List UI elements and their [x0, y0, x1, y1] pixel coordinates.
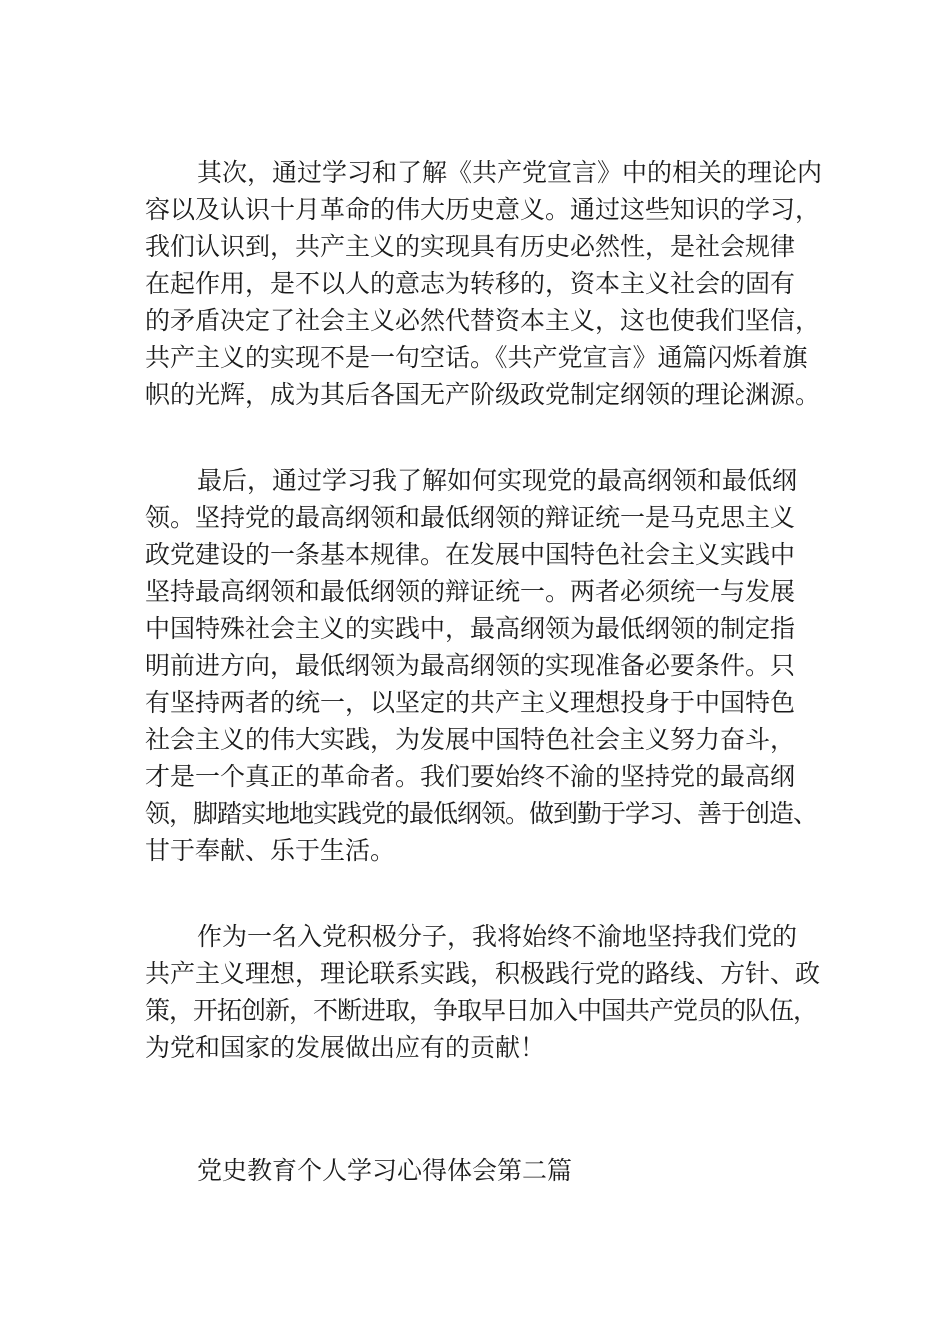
paragraph-line: 最后，通过学习我了解如何实现党的最高纲领和最低纲 [197, 466, 798, 495]
paragraph-line: 的矛盾决定了社会主义必然代替资本主义，这也使我们坚信， [145, 306, 821, 335]
paragraph-line: 领。坚持党的最高纲领和最低纲领的辩证统一是马克思主义 [145, 503, 796, 532]
paragraph-line: 中国特殊社会主义的实践中，最高纲领为最低纲领的制定指 [145, 614, 796, 643]
paragraph-line: 策，开拓创新，不断进取，争取早日加入中国共产党员的队伍， [145, 996, 818, 1025]
paragraph-line: 才是一个真正的革命者。我们要始终不渝的坚持党的最高纲 [145, 762, 796, 791]
paragraph-line: 坚持最高纲领和最低纲领的辩证统一。两者必须统一与发展 [145, 577, 796, 606]
paragraph-line: 领，脚踏实地地实践党的最低纲领。做到勤于学习、善于创造、 [145, 799, 818, 828]
paragraph-line: 共产主义的实现不是一句空话。《共产党宣言》通篇闪烁着旗 [145, 343, 808, 372]
paragraph-line: 容以及认识十月革命的伟大历史意义。通过这些知识的学习， [145, 195, 821, 224]
paragraph-line: 其次，通过学习和了解《共产党宣言》中的相关的理论内 [197, 158, 823, 187]
paragraph-line: 为党和国家的发展做出应有的贡献！ [145, 1033, 546, 1062]
paragraph-study-manifesto [145, 154, 823, 413]
paragraph-line: 政党建设的一条基本规律。在发展中国特色社会主义实践中 [145, 540, 796, 569]
paragraph-line: 明前进方向，最低纲领为最高纲领的实现准备必要条件。只 [145, 651, 796, 680]
paragraph-activist-pledge [145, 918, 821, 1066]
paragraph-party-program [145, 462, 818, 869]
paragraph-line: 我们认识到，共产主义的实现具有历史必然性，是社会规律 [145, 232, 796, 261]
paragraph-line: 甘于奉献、乐于生活。 [145, 836, 396, 865]
paragraph-line: 有坚持两者的统一，以坚定的共产主义理想投身于中国特色 [145, 688, 796, 717]
paragraph-line: 帜的光辉，成为其后各国无产阶级政党制定纲领的理论渊源。 [145, 380, 821, 409]
section-heading: 党史教育个人学习心得体会第二篇 [197, 1156, 573, 1185]
paragraph-line: 作为一名入党积极分子，我将始终不渝地坚持我们党的 [197, 922, 798, 951]
paragraph-line: 在起作用，是不以人的意志为转移的，资本主义社会的固有 [145, 269, 796, 298]
paragraph-line: 共产主义理想，理论联系实践，积极践行党的路线、方针、政 [145, 959, 821, 988]
paragraph-line: 社会主义的伟大实践，为发展中国特色社会主义努力奋斗， [145, 725, 796, 754]
